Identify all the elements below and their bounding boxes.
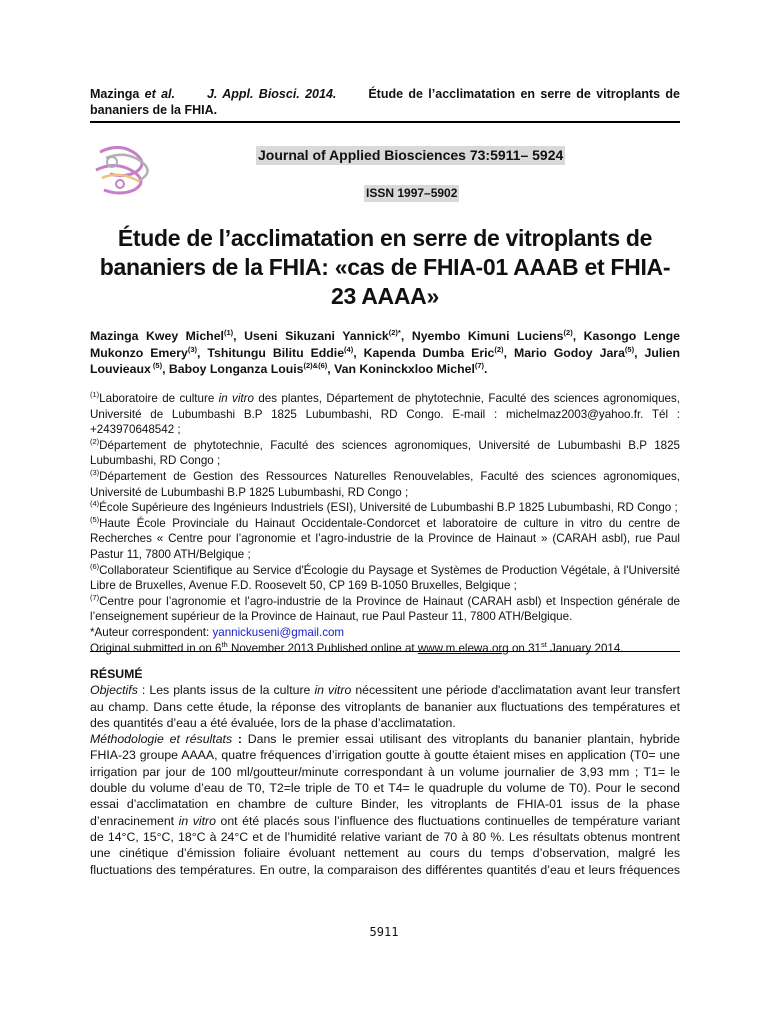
author-name: Julien Louvieaux [90,345,681,376]
running-head [90,86,680,118]
submission-text: January 2014. [546,641,624,655]
affiliation-sup: (3) [90,468,100,478]
corresponding-label: *Auteur correspondent: [90,625,213,639]
author-name: Nyembo Kimuni Luciens [411,329,564,343]
submission-text: Original submitted in on 6 [90,641,222,655]
affiliation-item [90,391,680,438]
affiliation-sup: (6) [90,561,100,571]
affiliation-item [90,438,680,469]
author-list [90,328,680,378]
header-rule [90,121,680,123]
abstract-italic: in vitro [178,813,216,828]
running-head-etal: et al. [144,87,175,101]
corresponding-email-link[interactable]: yannickuseni@gmail.com [212,625,345,639]
abstract-italic: in vitro [314,683,352,698]
author-affil-sup: (2)* [388,327,401,337]
author-separator: , [400,329,412,343]
author-name: Van Koninckxloo Michel [334,362,475,376]
methodology-colon: : [232,732,242,747]
affiliation-sup: (1) [90,390,100,400]
affiliation-sup: (7) [90,592,100,602]
author-separator: , [503,345,514,360]
journal-website-link[interactable]: www.m.elewa.org [417,641,509,655]
affiliation-italic: in vitro [218,392,254,405]
objectives-label: Objectifs [90,683,138,698]
corresponding-author [90,625,680,641]
abstract-heading: RÉSUMÉ [90,667,143,681]
author-separator: , [327,362,335,376]
author-separator: , [634,345,645,360]
running-head-title: Étude de l’acclimatation en serre de vitroplants de bananiers de la FHIA. [90,87,681,117]
author-separator: , [572,329,584,343]
author-name: Baboy Longanza Louis [168,362,304,376]
section-rule [90,651,680,652]
running-head-authors: Mazinga [90,87,140,101]
affiliation-text: Collaborateur Scientifique au Service d'Écologie du Paysage et Systèmes de Production Végétale, à l'Université Libre de Bruxelles, Avenue F.D. Roosevelt 50, CP 169 B-1050 Bruxelles, Belgique ; [90,563,680,593]
affiliation-text: Département de Gestion des Ressources Naturelles Renouvelables, Faculté des sciences agronomiques, Université de Lubumbashi B.P 1825 Lubumbashi, RD Congo ; [90,469,680,499]
abstract-text: nécessitent une période d'acclimatation avant leur transfert au champ. Dans cette étude, la réponse des vitroplants de bananier aux fluctuations des températures et des quantités d’eau a été évaluée, lors de la phase d’acclimatation. [90,683,680,730]
affiliation-item [90,469,680,500]
title-line: 23 AAAA» [331,283,439,309]
abstract-text: Dans le premier essai utilisant des vitroplants du bananier plantain, hybride FHIA-23 groupe AAAA, quatre fréquences d’irrigation goutte à goutte étaient mises en application (T0= une irrigation par jour de 100 ml/goutteur/minute correspondant à un volume journalier de 3,93 mm ; T1= le double du volume d’eau de T0, T2=le triple de T0 et T4= le quadruple du volume de T0). Pour le second essai d’acclimatation en chambre de culture Binder, les vitroplants de FHIA-01 issus de la phase d’enracinement [90,732,681,828]
author-name: Kasongo Lenge Mukonzo Emery [90,329,680,360]
affiliations [90,391,680,656]
author-affil-sup: (3) [187,344,198,354]
abstract-text: : Les plants issus de la culture [137,683,315,698]
title-line: Étude de l’acclimatation en serre de vitroplants de [117,225,653,251]
abstract-objectives [90,682,680,731]
affiliation-text: des plantes, Département de phytotechnie, Faculté des sciences agronomiques, Université de Lubumbashi B.P 1825 Lubumbashi, RD Congo. E-mail : michelmaz2003@yahoo.fr. Tél : +243970648542 ; [90,392,680,437]
author-name: Mazinga Kwey Michel [90,329,224,343]
methodology-label: Méthodologie et résultats [90,732,233,747]
author-affil-sup: (4) [344,344,354,354]
author-affil-sup: (5) [624,344,635,354]
page-number: 5911 [369,925,399,939]
author-affil-sup: (1) [223,327,234,337]
journal-logo-icon [90,140,162,200]
issn: ISSN 1997–5902 [366,186,458,200]
author-affil-sup: (5) [150,360,163,370]
author-separator: , [162,362,169,376]
affiliation-item [90,516,680,563]
submission-info [90,641,680,657]
abstract-methodology [90,731,680,878]
author-separator: , [233,329,245,343]
affiliation-sup: (2) [90,436,100,446]
author-affil-sup: (2) [494,344,504,354]
affiliation-sup: (5) [90,514,100,524]
author-separator: , [353,345,364,360]
journal-title: Journal of Applied Biosciences 73:5911– 5924 [258,147,564,163]
submission-text: November 2013 Published online at [227,641,418,655]
submission-sup: th [221,639,228,649]
author-affil-sup: (2)&(6) [303,360,328,370]
submission-sup: st [540,639,547,649]
affiliation-text: Département de phytotechnie, Faculté des sciences agronomiques, Université de Lubumbashi B.P 1825 Lubumbashi, RD Congo ; [90,438,680,468]
abstract-text: ont été placés sous l’influence des fluctuations continuelles de température variant de 14°C, 15°C, 18°C à 24°C et de l’humidité relative variant de 70 à 80 %. Les résultats obtenus montrent une cinétique d’émission foliaire évoluant nettement au cours du temps d’observation, malgré les fluctuations des températures. En outre, la comparaison des différentes quantités d’eau et leurs fréquences [90,813,681,877]
affiliation-sup: (4) [90,499,100,509]
author-affil-sup: (7) [474,360,485,370]
affiliation-item [90,594,680,625]
author-separator: , [197,345,208,360]
paper-title [90,224,680,311]
affiliation-item [90,500,680,516]
title-line: bananiers de la FHIA: «cas de FHIA-01 AAAB et FHIA- [99,254,671,280]
abstract [90,666,680,878]
affiliation-text: École Supérieure des Ingénieurs Industriels (ESI), Université de Lubumbashi B.P 1825 Lubumbashi, RD Congo ; [99,501,678,515]
author-name: Useni Sikuzani Yannick [244,329,389,343]
submission-text: on 31 [508,641,541,655]
affiliation-text: Centre pour l’agronomie et l’agro-industrie de la Province de Hainaut (CARAH asbl) et Inspection générale de l’enseignement supérieur de la Province de Hainaut, rue Paul Pasteur 11, 7800 ATH/Belgique. [90,594,680,624]
author-name: Kapenda Dumba Eric [363,345,495,360]
author-separator: . [484,362,488,376]
affiliation-item [90,563,680,594]
author-name: Mario Godoy Jara [513,345,625,360]
author-name: Tshitungu Bilitu Eddie [207,345,345,360]
running-head-journal: J. Appl. Biosci. 2014. [206,87,337,101]
affiliation-text: Haute École Provinciale du Hainaut Occidentale-Condorcet et laboratoire de culture in vitro du centre de Recherches « Centre pour l’agronomie et l’agro-industrie de la Province de Hainaut » (CARAH asbl), rue Paul Pastur 11, 7800 ATH/Belgique ; [90,516,680,561]
author-affil-sup: (2) [563,327,573,337]
affiliation-text: Laboratoire de culture [99,392,219,405]
